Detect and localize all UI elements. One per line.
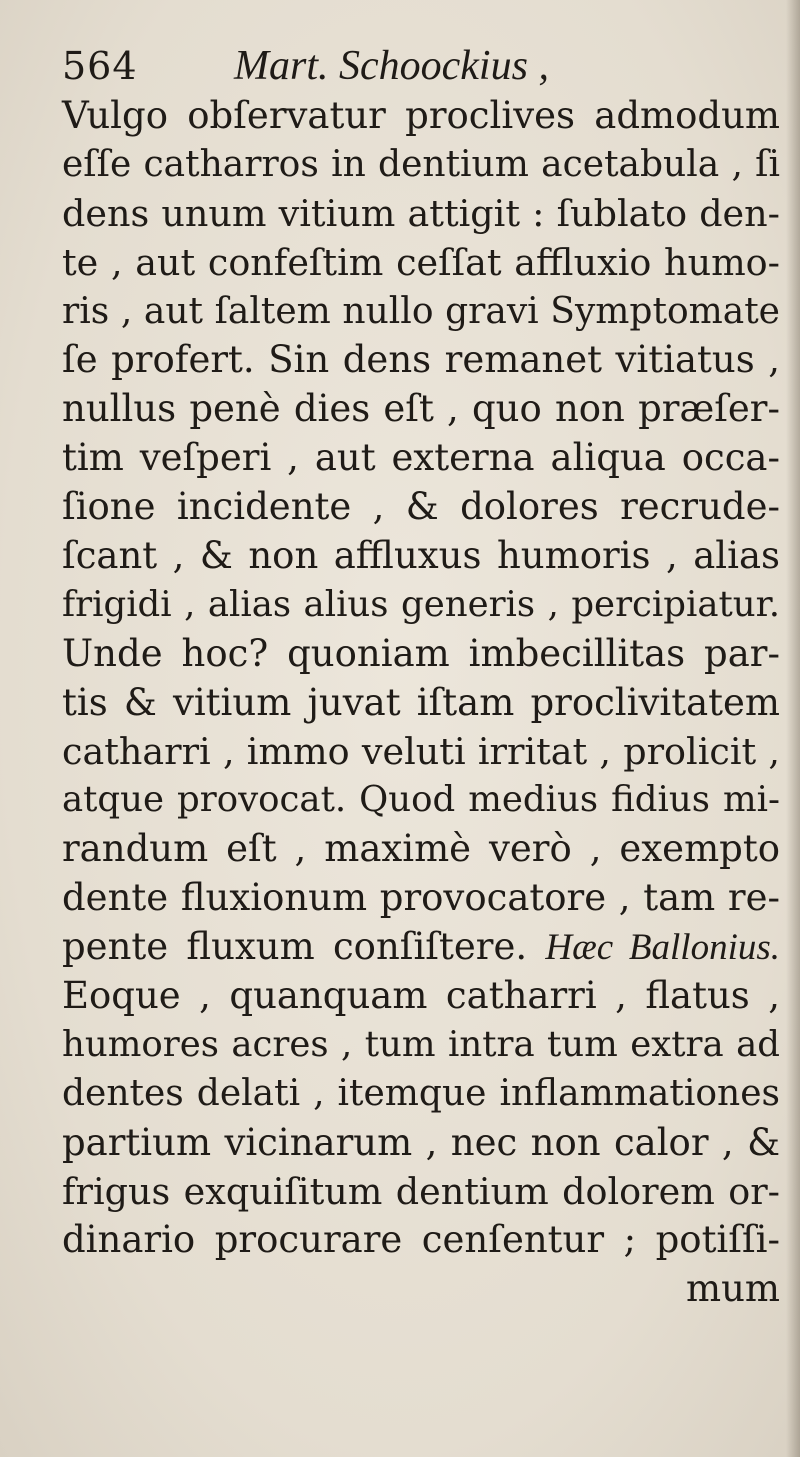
text-line: dens unum vitium attigit : ſublato den- xyxy=(62,191,780,235)
text-line: frigus exquiſitum dentium dolorem or- xyxy=(62,1169,780,1213)
text-line: dentes delati , itemque inflammationes xyxy=(62,1072,780,1114)
text-line: eſſe catharros in dentium acetabula , ſi xyxy=(62,143,780,185)
text-line: partium vicinarum , nec non calor , & xyxy=(62,1120,780,1164)
text-line: catharri , immo veluti irritat , prolicit , xyxy=(62,729,780,773)
text-line: Unde hoc? quoniam imbecillitas par- xyxy=(62,631,780,675)
page-number: 564 xyxy=(62,44,138,88)
running-head: Mart. Schoockius , xyxy=(234,43,549,89)
text-line: ſcant , & non affluxus humoris , alias xyxy=(62,534,780,578)
text-line: randum eſt , maximè verò , exempto xyxy=(62,827,780,871)
text-line: Eoque , quanquam catharri , flatus , xyxy=(62,974,780,1018)
text-line: humores acres , tum intra tum extra ad xyxy=(62,1023,780,1065)
page-edge-shadow xyxy=(786,0,800,1457)
text-line: ſione incidente , & dolores recrude- xyxy=(62,485,780,529)
catchword: mum xyxy=(686,1267,780,1311)
text-line-with-note xyxy=(62,923,780,972)
text-line: ſe profert. Sin dens remanet vitiatus , xyxy=(62,338,780,382)
text-line-main: pente fluxum conſiſtere. xyxy=(62,925,528,969)
text-line: tim veſperi , aut externa aliqua occa- xyxy=(62,436,780,480)
marginal-note: Hæc Ballonius. xyxy=(545,927,780,969)
text-line: dente fluxionum provocatore , tam re- xyxy=(62,876,780,920)
text-line: dinario procurare cenſentur ; potiſſi- xyxy=(62,1218,780,1262)
text-line: Vulgo obſervatur proclives admodum xyxy=(62,94,780,137)
text-line: nullus penè dies eſt , quo non præſer- xyxy=(62,387,780,431)
text-line: frigidi , alias alius generis , percipiatur. xyxy=(62,583,780,625)
text-line: tis & vitium juvat iſtam proclivitatem xyxy=(62,680,780,724)
text-line: atque provocat. Quod medius fidius mi- xyxy=(62,779,780,821)
page-header xyxy=(62,36,742,96)
text-line: ris , aut ſaltem nullo gravi Symptomate xyxy=(62,290,780,332)
body-text xyxy=(62,92,780,1314)
text-line: te , aut confeſtim ceſſat affluxio humo- xyxy=(62,240,780,284)
